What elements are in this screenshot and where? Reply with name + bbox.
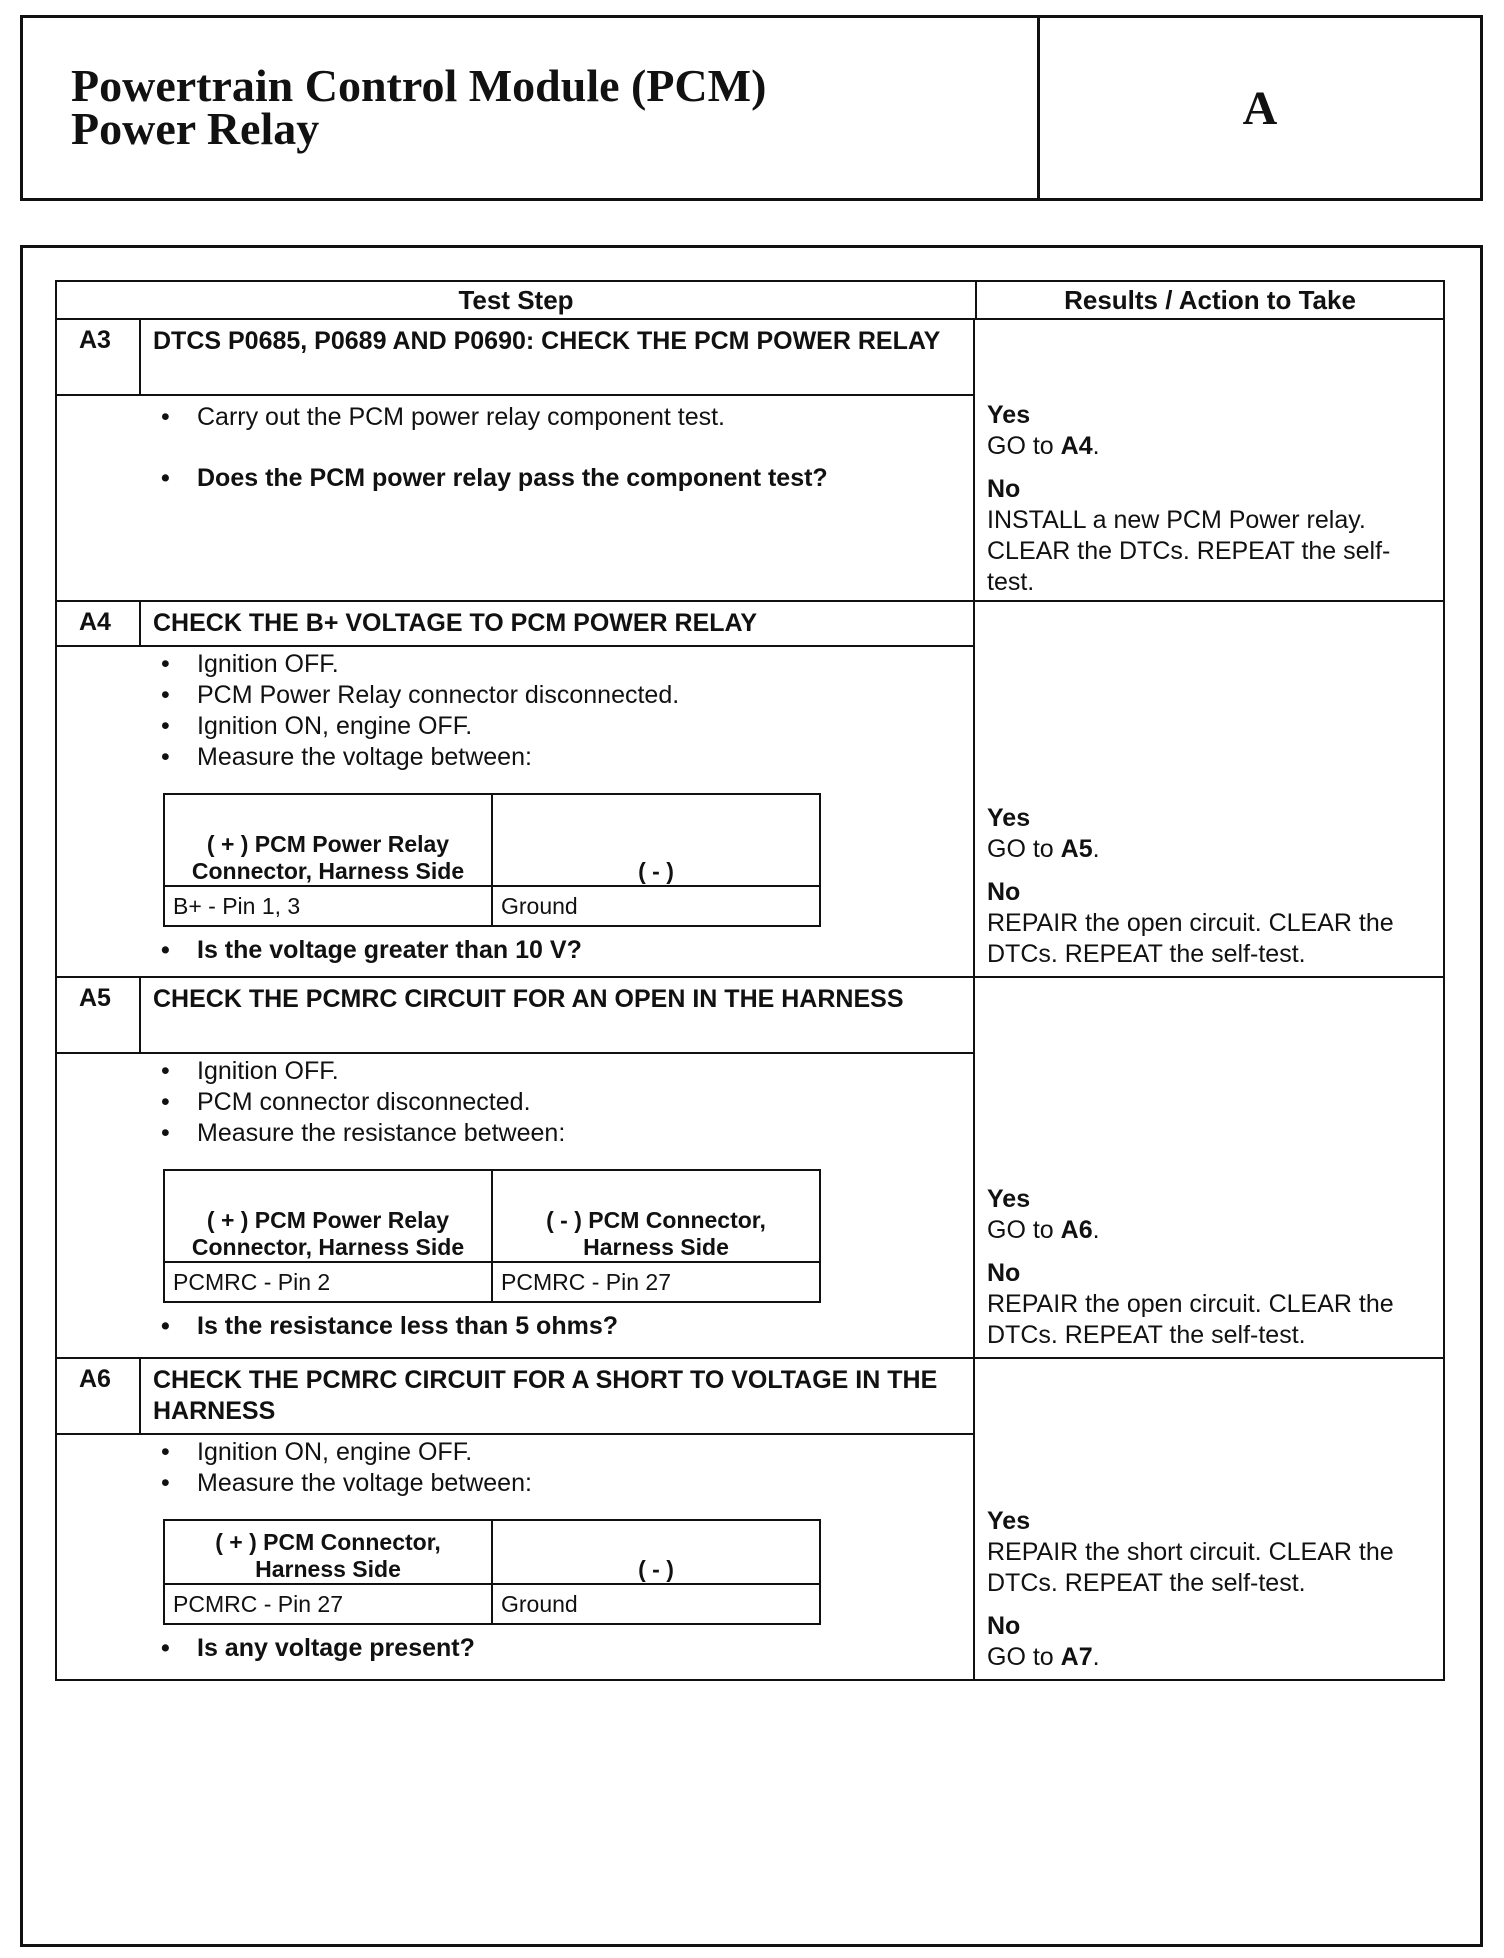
no-label: No [987, 1612, 1021, 1640]
no-label: No [987, 475, 1021, 503]
no-label: No [987, 1259, 1021, 1287]
meas-value-negative: PCMRC - Pin 27 [492, 1262, 820, 1302]
meas-value-negative: Ground [492, 886, 820, 926]
table-header [55, 280, 1445, 320]
step-bullet: • Ignition ON, engine OFF. [161, 1438, 473, 1466]
no-action: REPAIR the open circuit. CLEAR the DTCs. REPEAT the self-test. [987, 909, 1394, 968]
yes-label: Yes [987, 401, 1031, 429]
yes-action: GO to A4. [987, 432, 1100, 460]
meas-header-negative: ( - ) PCM Connector, Harness Side [492, 1170, 820, 1262]
page-header [20, 15, 1483, 201]
content-frame [20, 245, 1483, 1947]
step-results [975, 1359, 1443, 1679]
step-a3 [55, 320, 1445, 602]
page-title [23, 18, 1040, 198]
meas-header-positive: ( + ) PCM Power Relay Connector, Harness Side [164, 1170, 492, 1262]
step-id: A3 [57, 320, 141, 394]
step-title: DTCS P0685, P0689 AND P0690: CHECK THE PCM POWER RELAY [153, 327, 941, 355]
measurement-table [163, 1169, 821, 1303]
yes-action: REPAIR the short circuit. CLEAR the DTCs. REPEAT the self-test. [987, 1538, 1394, 1597]
yes-action: GO to A6. [987, 1216, 1100, 1244]
step-results [975, 320, 1443, 600]
yes-label: Yes [987, 1507, 1031, 1535]
step-bullet: • Ignition OFF. [161, 1057, 339, 1085]
step-question: • Is the resistance less than 5 ohms? [161, 1312, 618, 1340]
meas-value-negative: Ground [492, 1584, 820, 1624]
meas-value-positive: PCMRC - Pin 2 [164, 1262, 492, 1302]
step-id: A6 [57, 1359, 141, 1433]
measurement-table [163, 1519, 821, 1625]
step-title: CHECK THE PCMRC CIRCUIT FOR A SHORT TO VOLTAGE IN THE HARNESS [153, 1366, 938, 1425]
test-step-table [55, 280, 1445, 1681]
step-title: CHECK THE B+ VOLTAGE TO PCM POWER RELAY [153, 609, 757, 637]
meas-header-negative: ( - ) [492, 794, 820, 886]
meas-value-positive: B+ - Pin 1, 3 [164, 886, 492, 926]
title-line-2: Power Relay [71, 103, 320, 154]
step-question: • Is the voltage greater than 10 V? [161, 936, 582, 964]
no-label: No [987, 878, 1021, 906]
measurement-table [163, 793, 821, 927]
yes-action: GO to A5. [987, 835, 1100, 863]
step-a4 [55, 602, 1445, 978]
step-question: • Does the PCM power relay pass the component test? [161, 464, 828, 492]
step-bullet: • Carry out the PCM power relay component test. [161, 403, 726, 431]
step-bullet: • Ignition ON, engine OFF. [161, 712, 473, 740]
meas-header-negative: ( - ) [492, 1520, 820, 1584]
meas-value-positive: PCMRC - Pin 27 [164, 1584, 492, 1624]
step-bullet: • Measure the voltage between: [161, 743, 532, 771]
step-a6 [55, 1359, 1445, 1681]
step-results [975, 978, 1443, 1357]
col-results: Results / Action to Take [1064, 284, 1356, 315]
yes-label: Yes [987, 1185, 1031, 1213]
step-id: A4 [57, 602, 141, 645]
step-title: CHECK THE PCMRC CIRCUIT FOR AN OPEN IN THE HARNESS [153, 985, 904, 1013]
title-line-1: Powertrain Control Module (PCM) [71, 60, 767, 111]
meas-header-positive: ( + ) PCM Power Relay Connector, Harness Side [164, 794, 492, 886]
meas-header-positive: ( + ) PCM Connector, Harness Side [164, 1520, 492, 1584]
no-action: REPAIR the open circuit. CLEAR the DTCs. REPEAT the self-test. [987, 1290, 1394, 1349]
step-bullet: • PCM connector disconnected. [161, 1088, 531, 1116]
step-bullet: • PCM Power Relay connector disconnected. [161, 681, 680, 709]
no-action: INSTALL a new PCM Power relay. CLEAR the DTCs. REPEAT the self-test. [987, 506, 1391, 596]
step-question: • Is any voltage present? [161, 1634, 475, 1662]
yes-label: Yes [987, 804, 1031, 832]
step-bullet: • Ignition OFF. [161, 650, 339, 678]
step-bullet: • Measure the resistance between: [161, 1119, 566, 1147]
step-results [975, 602, 1443, 976]
step-id: A5 [57, 978, 141, 1052]
col-test-step: Test Step [57, 282, 977, 318]
no-action: GO to A7. [987, 1643, 1100, 1671]
step-bullet: • Measure the voltage between: [161, 1469, 532, 1497]
step-a5 [55, 978, 1445, 1359]
section-code: A [1242, 81, 1278, 135]
